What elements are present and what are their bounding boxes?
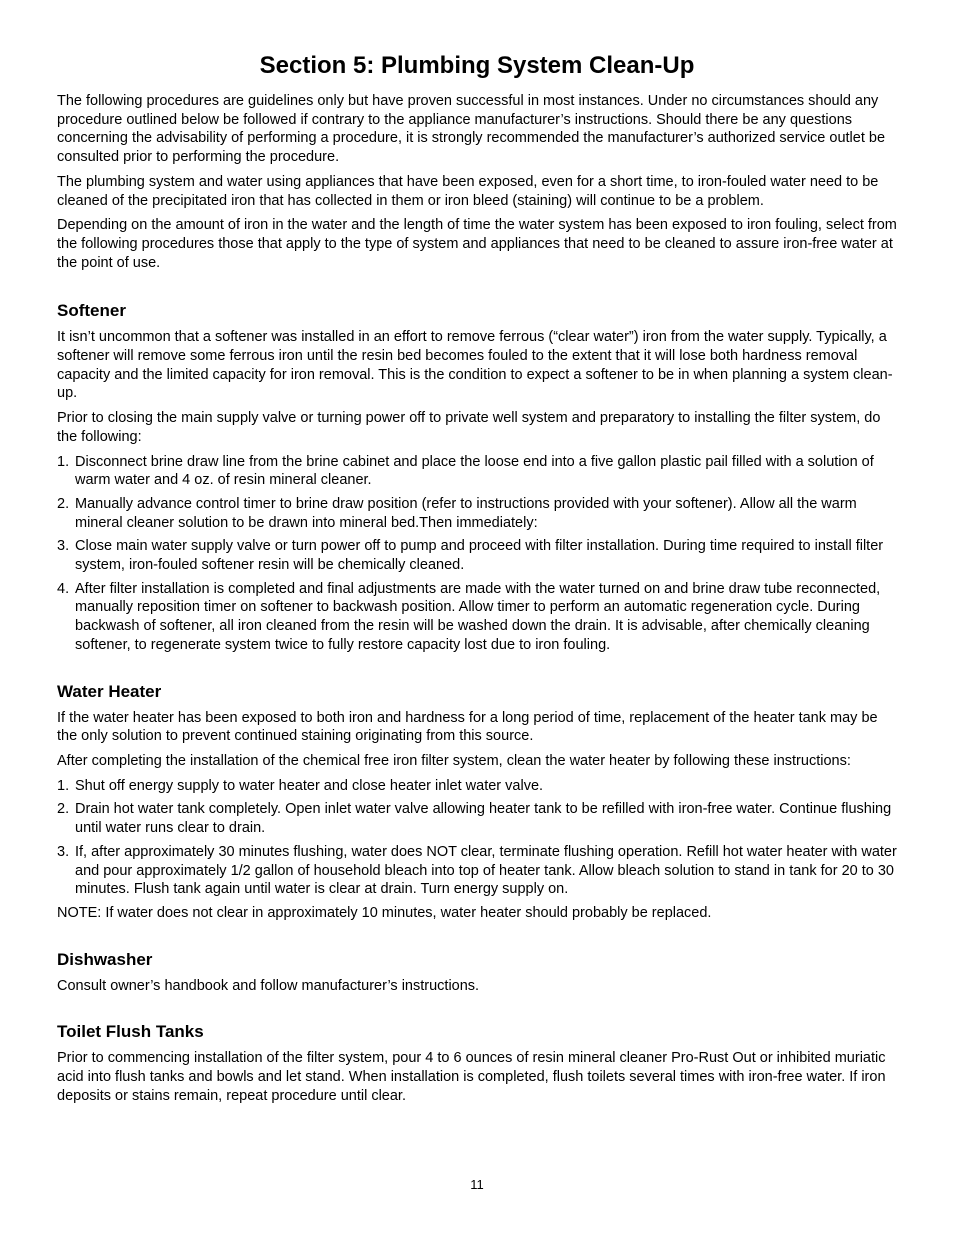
page-title: Section 5: Plumbing System Clean-Up: [259, 52, 695, 79]
intro-paragraph: The following procedures are guidelines only but have proven successful in most instances. Under no circumstances should any procedure outlined below be followed if contrary to the appliance manufacturer’s instructions. Should there be any questions concerning the advisability of performing a procedure, it is strongly recommended the manufacturer’s authorized service outlet be consulted prior to performing the procedure.: [57, 93, 886, 166]
intro-paragraph: The plumbing system and water using appliances that have been exposed, even for a short time, to iron-fouled water need to be cleaned of the precipitated iron that has collected in them or iron bleed (staining) will continue to be a problem.: [57, 173, 879, 209]
list-item: [57, 580, 897, 655]
water-heater-steps: [57, 777, 897, 899]
step-number: 3.: [57, 843, 70, 860]
step-text: Disconnect brine draw line from the brine cabinet and place the loose end into a five gallon plastic pail filled with a solution of warm water and 4 oz. of resin mineral cleaner.: [75, 453, 874, 489]
step-number: 2.: [57, 495, 70, 512]
toilet-text: Prior to commencing installation of the filter system, pour 4 to 6 ounces of resin mineral cleaner Pro-Rust Out or inhibited muriatic acid into flush tanks and bowls and let stand. When installation is completed, flush toilets several times with iron-free water. If iron deposits or stains remain, repeat procedure until clear.: [57, 1050, 886, 1104]
dishwasher-section: [57, 949, 897, 996]
softener-section: [57, 300, 897, 654]
page-number: 11: [470, 1177, 484, 1192]
water-heater-paragraph: After completing the installation of the chemical free iron filter system, clean the water heater by following these instructions:: [57, 752, 851, 769]
softener-paragraph: Prior to closing the main supply valve or turning power off to private well system and preparatory to installing the filter system, do the following:: [57, 410, 881, 445]
step-text: Manually advance control timer to brine draw position (refer to instructions provided with your softener). Allow all the warm mineral cleaner solution to be drawn into mineral bed.Then immediately:: [75, 495, 857, 531]
water-heater-paragraph: If the water heater has been exposed to both iron and hardness for a long period of time, replacement of the heater tank may be the only solution to prevent continued staining originating from this source.: [57, 709, 878, 745]
water-heater-note: NOTE: If water does not clear in approximately 10 minutes, water heater should probably be replaced.: [57, 904, 712, 921]
water-heater-heading: Water Heater: [57, 681, 162, 701]
dishwasher-text: Consult owner’s handbook and follow manufacturer’s instructions.: [57, 977, 480, 994]
step-text: Shut off energy supply to water heater and close heater inlet water valve.: [75, 777, 544, 794]
step-text: If, after approximately 30 minutes flushing, water does NOT clear, terminate flushing operation. Refill hot water heater with water and pour approximately 1/2 gallon of household bleach into top of heater tank. Allow bleach solution to stand in tank for 20 to 30 minutes. Flush tank again until water is clear at drain. Turn energy supply on.: [75, 843, 897, 898]
step-number: 3.: [57, 538, 70, 555]
list-item: [57, 843, 897, 899]
list-item: [57, 453, 897, 490]
step-text: Close main water supply valve or turn power off to pump and proceed with filter installation. During time required to install filter system, iron-fouled softener resin will be chemically cleaned.: [75, 538, 884, 574]
list-item: [57, 777, 897, 796]
list-item: [57, 800, 897, 837]
toilet-heading: Toilet Flush Tanks: [57, 1022, 204, 1042]
intro-section: [57, 92, 897, 272]
step-text: After filter installation is completed and final adjustments are made with the water turned on and brine draw tube reconnected, manually reposition timer on softener to backwash position. Allow timer to perform an automatic regeneration cycle. During backwash of softener, all iron cleaned from the resin will be washed down the drain. It is advisable, after chemically cleaning softener, to regenerate system twice to fully restore capacity lost due to iron fouling.: [75, 580, 881, 653]
softener-steps: [57, 453, 897, 655]
document-page: [57, 50, 897, 1131]
intro-paragraph: Depending on the amount of iron in the water and the length of time the water system has been exposed to iron fouling, select from the following procedures those that apply to the type of system and appliances that need to be cleaned to assure iron-free water at the point of use.: [57, 217, 897, 271]
step-number: 4.: [57, 580, 70, 597]
list-item: [57, 537, 897, 574]
step-number: 1.: [57, 453, 70, 470]
step-number: 1.: [57, 777, 70, 794]
softener-paragraph: It isn’t uncommon that a softener was installed in an effort to remove ferrous (“clear water”) iron from the water supply. Typically, a softener will remove some ferrous iron until the resin bed becomes fouled to the extent that it will lose both hardness removal capacity and the limited capacity for iron removal. This is the condition to expect a softener to be in when planning a system clean-up.: [57, 329, 893, 402]
step-text: Drain hot water tank completely. Open inlet water valve allowing heater tank to be refilled with iron-free water. Continue flushing until water runs clear to drain.: [75, 801, 892, 837]
softener-heading: Softener: [57, 301, 126, 321]
water-heater-section: [57, 681, 897, 923]
dishwasher-heading: Dishwasher: [57, 949, 153, 969]
list-item: [57, 495, 897, 532]
toilet-section: [57, 1021, 897, 1105]
step-number: 2.: [57, 801, 70, 818]
